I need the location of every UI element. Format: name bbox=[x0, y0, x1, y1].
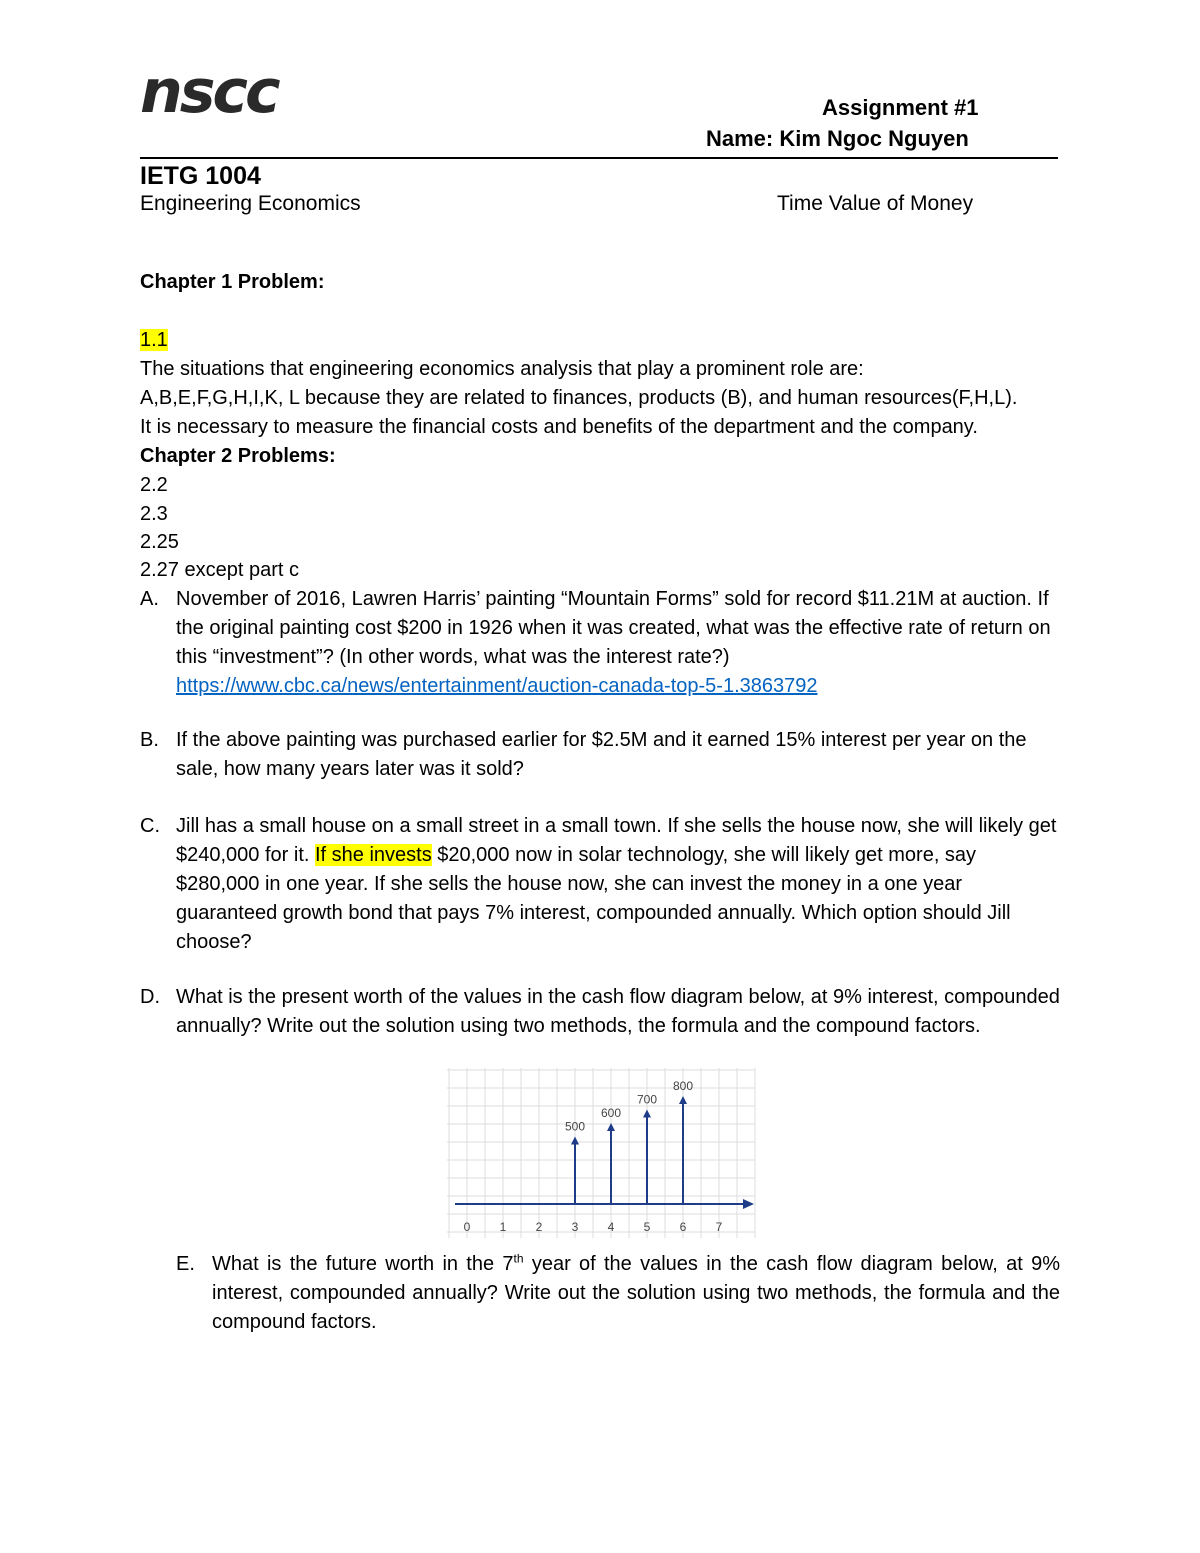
cash-flow-arrowhead bbox=[679, 1096, 687, 1104]
problem-number-1-1 bbox=[140, 326, 168, 355]
question-e-text bbox=[212, 1250, 1060, 1337]
cash-flow-arrowhead bbox=[643, 1110, 651, 1118]
tick-label: 5 bbox=[643, 1220, 651, 1234]
cash-flow-arrowhead bbox=[571, 1137, 579, 1145]
chapter2-problem: 2.3 bbox=[140, 503, 168, 525]
question-b bbox=[140, 726, 1060, 784]
problem-number-highlight: 1.1 bbox=[140, 329, 168, 351]
assignment-title: Assignment #1 bbox=[822, 95, 979, 120]
question-c-text-start: Jill has a small house on a small street in a small town. If she sells the house now, she will likely get $240,000 for it. bbox=[176, 815, 1057, 866]
question-a-label: A. bbox=[140, 588, 159, 610]
tick-label: 0 bbox=[463, 1220, 471, 1234]
course-name: Engineering Economics bbox=[140, 192, 361, 215]
question-b-text: If the above painting was purchased earlier for $2.5M and it earned 15% interest per year on the sale, how many years later was it sold? bbox=[176, 729, 1027, 780]
question-c-text bbox=[176, 812, 1060, 957]
chapter1-heading: Chapter 1 Problem: bbox=[140, 271, 325, 293]
chapter1-line: It is necessary to measure the financial costs and benefits of the department and the company. bbox=[140, 416, 978, 438]
tick-label: 2 bbox=[535, 1220, 543, 1234]
question-b-label: B. bbox=[140, 729, 159, 751]
course-code: IETG 1004 bbox=[140, 162, 261, 190]
question-e-text-start: What is the future worth in the 7 bbox=[212, 1253, 514, 1275]
chapter2-heading: Chapter 2 Problems: bbox=[140, 445, 336, 467]
student-name: Name: Kim Ngoc Nguyen bbox=[706, 126, 969, 151]
cash-flow-value-label: 700 bbox=[636, 1092, 658, 1107]
time-axis-arrowhead bbox=[743, 1199, 754, 1209]
question-d-label: D. bbox=[140, 986, 160, 1008]
cash-flow-value-label: 500 bbox=[564, 1119, 586, 1134]
question-d bbox=[140, 983, 1060, 1041]
question-c-highlight: If she invests bbox=[314, 844, 432, 866]
question-d-text: What is the present worth of the values in the cash flow diagram below, at 9% interest, compounded annually? Write out the solution using two methods, the formula and the compound factors. bbox=[176, 986, 1060, 1037]
cash-flow-value-label: 600 bbox=[600, 1106, 622, 1120]
question-c-text-end: $20,000 now in solar technology, she will likely get more, say $280,000 in one year. If she sells the house now, she can invest the money in a one year guaranteed growth bond that pays 7% interest, compounded annually. Which option should Jill choose? bbox=[176, 844, 1011, 953]
header-divider bbox=[140, 157, 1058, 159]
chapter1-line: A,B,E,F,G,H,I,K, L because they are related to finances, products (B), and human resources(F,H,L). bbox=[140, 387, 1018, 409]
question-e-label: E. bbox=[176, 1253, 195, 1275]
question-a bbox=[140, 585, 1060, 701]
chapter2-problem: 2.27 except part c bbox=[140, 559, 299, 581]
question-c-label: C. bbox=[140, 815, 160, 837]
tick-label: 3 bbox=[571, 1220, 579, 1234]
cbc-article-link[interactable]: https://www.cbc.ca/news/entertainment/auction-canada-top-5-1.3863792 bbox=[176, 675, 818, 697]
chapter1-line: The situations that engineering economics analysis that play a prominent role are: bbox=[140, 358, 864, 380]
question-a-text: November of 2016, Lawren Harris’ painting “Mountain Forms” sold for record $11.21M at auction. If the original painting cost $200 in 1926 when it was created, what was the effective rate of return on this “investment”? (In other words, what was the interest rate?) bbox=[176, 588, 1051, 668]
topic-title: Time Value of Money bbox=[777, 192, 974, 215]
chapter2-problem: 2.2 bbox=[140, 474, 168, 496]
tick-label: 4 bbox=[607, 1220, 615, 1234]
question-e-text-end: year of the values in the cash flow diagram below, at 9% interest, compounded annually? Write out the solution using two methods, the formula and the compound factors. bbox=[212, 1253, 1060, 1333]
tick-label: 7 bbox=[715, 1220, 723, 1234]
tick-label: 6 bbox=[679, 1220, 687, 1234]
diagram-grid bbox=[447, 1068, 755, 1238]
cash-flow-value-label: 800 bbox=[672, 1079, 694, 1093]
question-e-superscript: th bbox=[513, 1251, 524, 1266]
question-e bbox=[176, 1250, 1060, 1337]
tick-label: 1 bbox=[499, 1220, 507, 1234]
cash-flow-diagram bbox=[445, 1066, 757, 1242]
question-c bbox=[140, 812, 1060, 957]
chapter2-problem: 2.25 bbox=[140, 531, 179, 553]
nscc-logo: nscc bbox=[140, 57, 278, 127]
